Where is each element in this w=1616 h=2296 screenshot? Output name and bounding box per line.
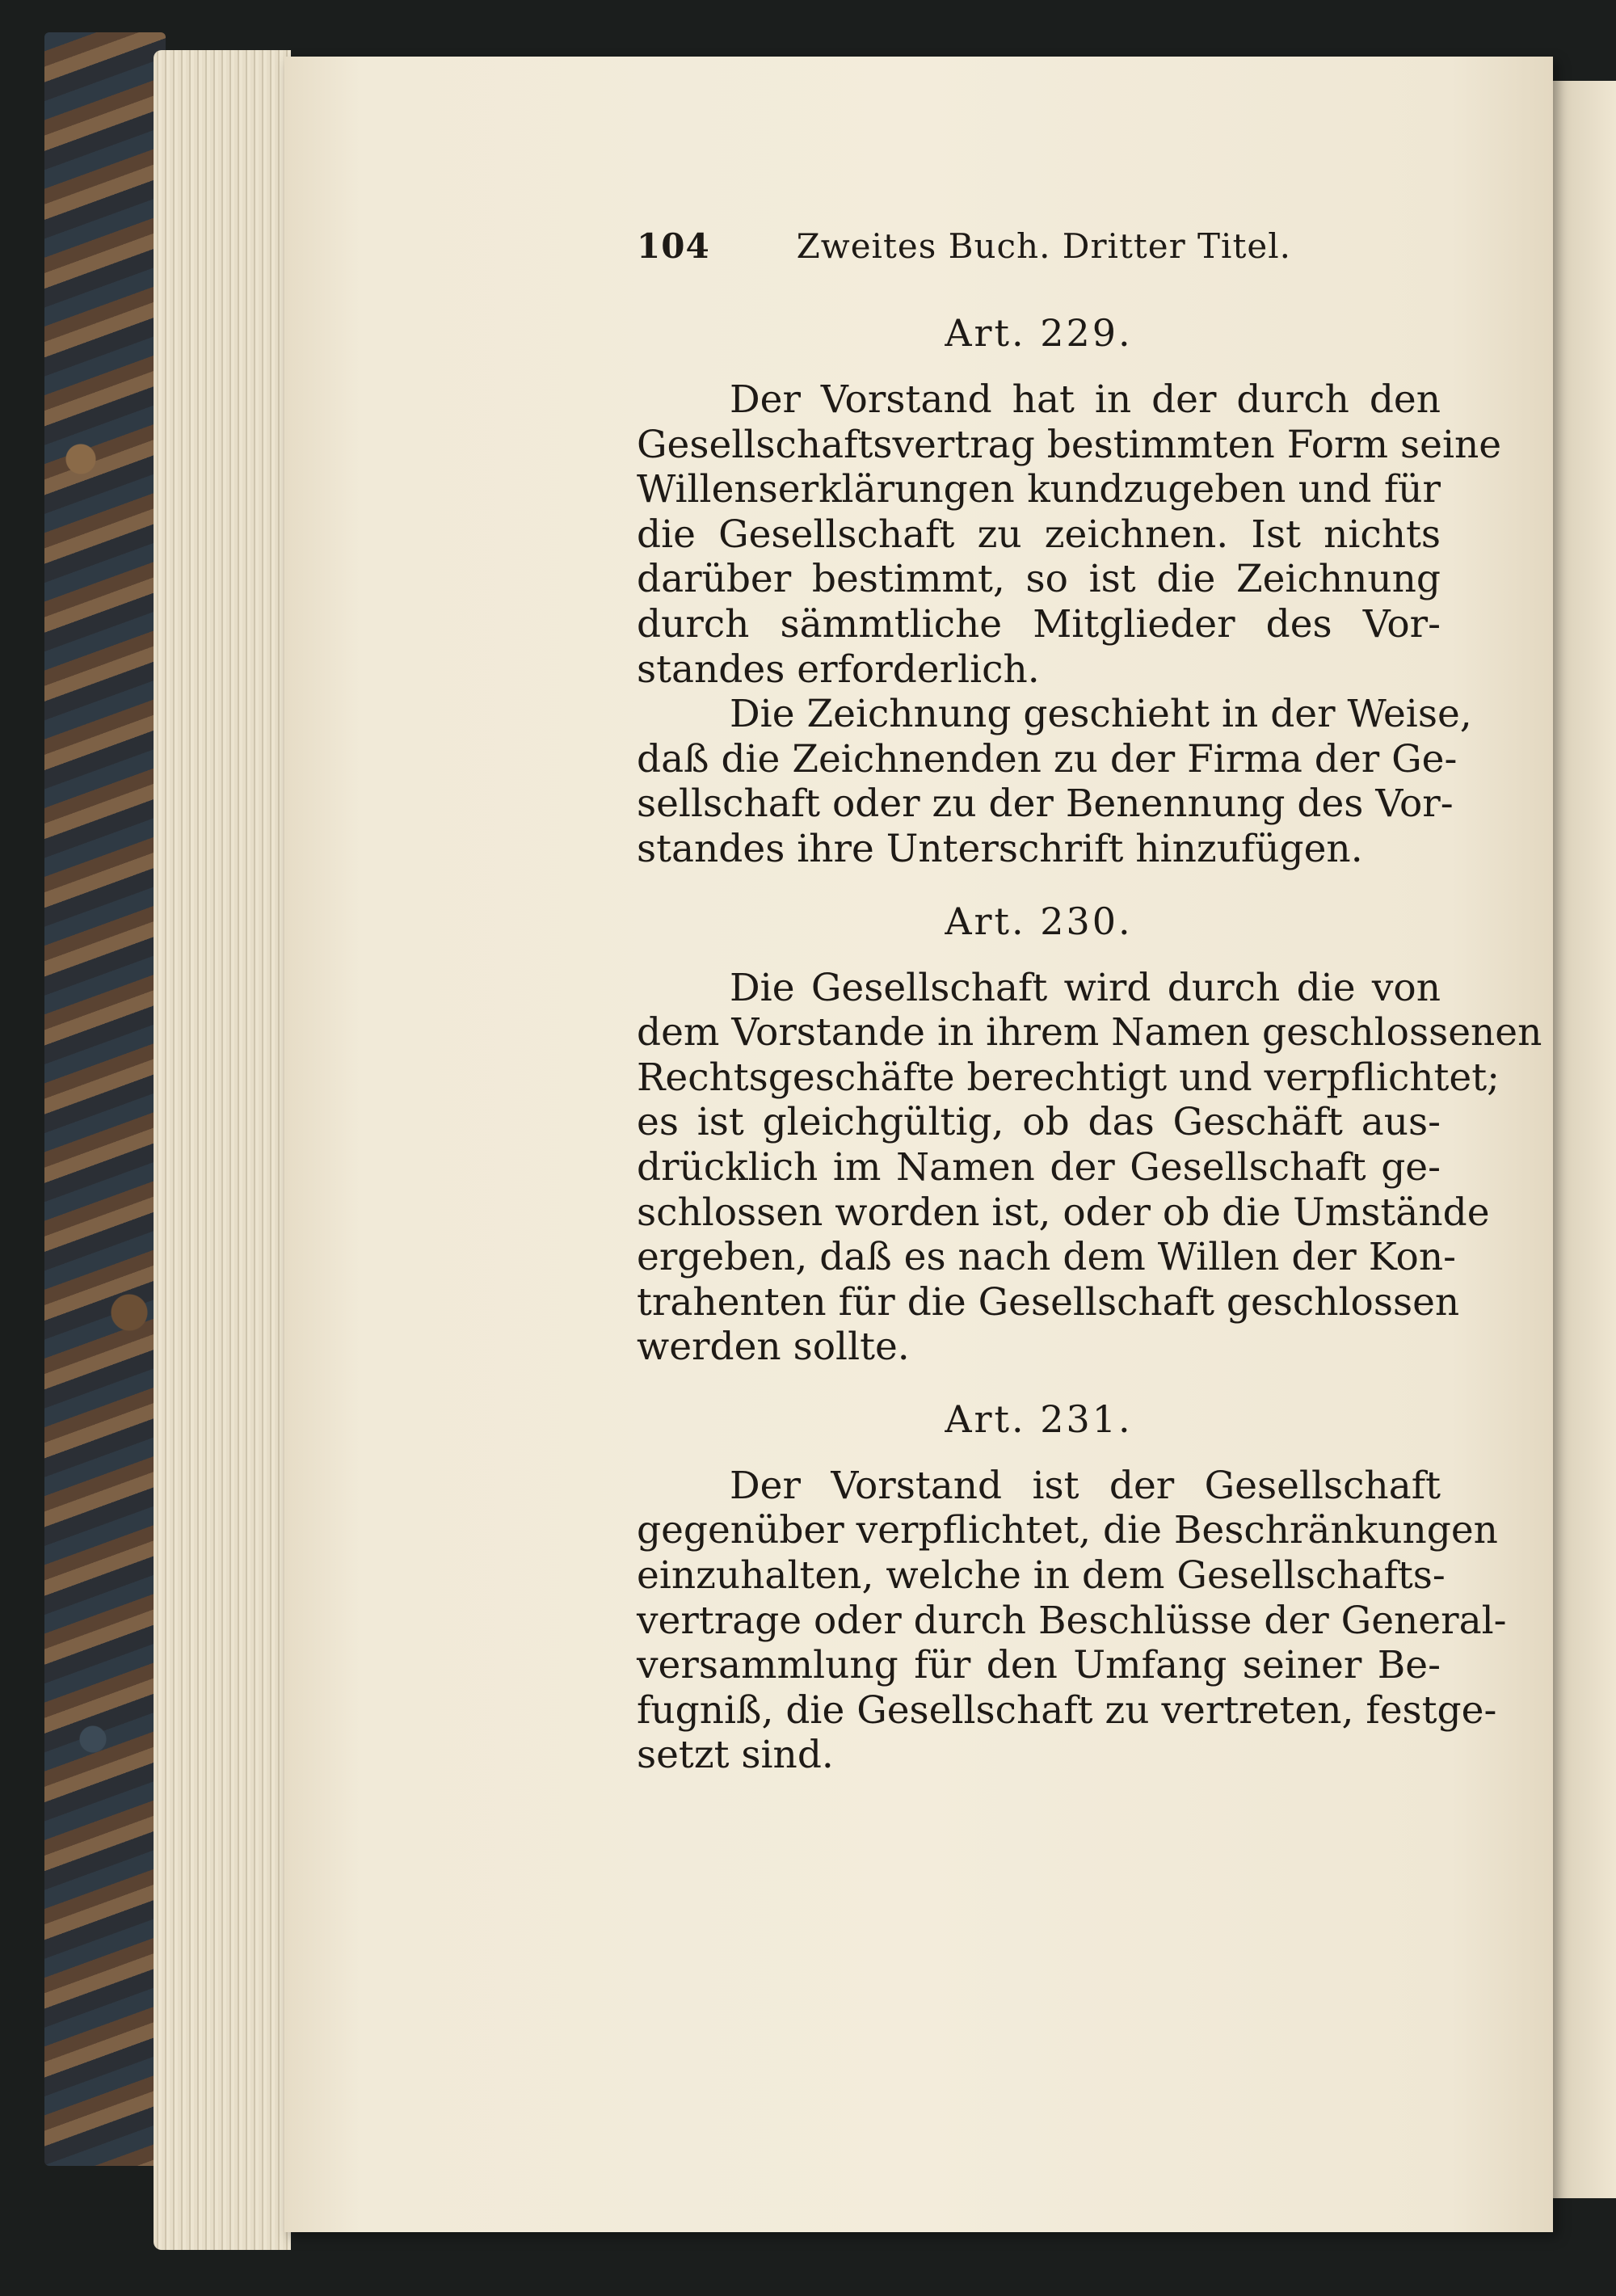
page-stack-edge <box>154 50 291 2250</box>
article-heading: Art. 231. <box>945 1397 1133 1441</box>
text-line: vertrage oder durch Beschlüsse der General- <box>637 1598 1507 1643</box>
article-heading: Art. 229. <box>945 311 1133 355</box>
text-line: dem Vorstande in ihrem Namen geschlossenen <box>637 1010 1542 1055</box>
article-paragraph <box>637 965 1542 1370</box>
article-heading: Art. 230. <box>945 899 1133 943</box>
text-line: Der Vorstand hat in der durch den <box>730 377 1441 422</box>
running-title: Zweites Buch. Dritter Titel. <box>796 226 1291 266</box>
article-paragraph <box>637 1463 1507 1778</box>
text-line: Die Zeichnung geschieht in der Weise, <box>730 692 1472 737</box>
text-line: standes erforderlich. <box>637 647 1040 692</box>
running-header <box>637 226 1291 266</box>
text-line: trahenten für die Gesellschaft geschlossen <box>637 1279 1460 1325</box>
text-line: einzuhalten, welche in dem Gesellschafts- <box>637 1553 1446 1599</box>
text-line: gegenüber verpflichtet, die Beschränkungen <box>637 1508 1498 1553</box>
page-text <box>637 226 1542 1778</box>
text-line: standes ihre Unterschrift hinzufügen. <box>637 826 1363 871</box>
text-line: sellschaft oder zu der Benennung des Vor- <box>637 781 1454 827</box>
text-line: drücklich im Namen der Gesellschaft ge- <box>637 1144 1441 1190</box>
marbled-cover <box>44 32 166 2166</box>
article-paragraph <box>637 692 1472 871</box>
text-line: Willenserklärungen kundzugeben und für <box>637 467 1441 512</box>
text-line: werden sollte. <box>637 1325 910 1370</box>
text-line: Gesellschaftsvertrag bestimmten Form seine <box>637 422 1502 467</box>
text-line: schlossen worden ist, oder ob die Umstände <box>637 1190 1490 1235</box>
text-line: Der Vorstand ist der Gesellschaft <box>730 1463 1441 1508</box>
text-line: Die Gesellschaft wird durch die von <box>730 965 1441 1010</box>
text-line: Rechtsgeschäfte berechtigt und verpflichtet; <box>637 1055 1500 1100</box>
article-paragraph <box>637 377 1502 692</box>
text-line: ergeben, daß es nach dem Willen der Kon- <box>637 1235 1456 1280</box>
text-line: setzt sind. <box>637 1733 834 1778</box>
page-number: 104 <box>637 226 710 266</box>
text-line: darüber bestimmt, so ist die Zeichnung <box>637 557 1441 602</box>
text-line: es ist gleichgültig, ob das Geschäft aus- <box>637 1100 1441 1145</box>
adjacent-page <box>1553 81 1616 2198</box>
text-line: die Gesellschaft zu zeichnen. Ist nichts <box>637 512 1441 557</box>
text-line: fugniß, die Gesellschaft zu vertreten, festge- <box>637 1687 1497 1733</box>
text-line: durch sämmtliche Mitglieder des Vor- <box>637 601 1441 647</box>
text-line: versammlung für den Umfang seiner Be- <box>637 1643 1441 1688</box>
text-line: daß die Zeichnenden zu der Firma der Ge- <box>637 736 1458 781</box>
